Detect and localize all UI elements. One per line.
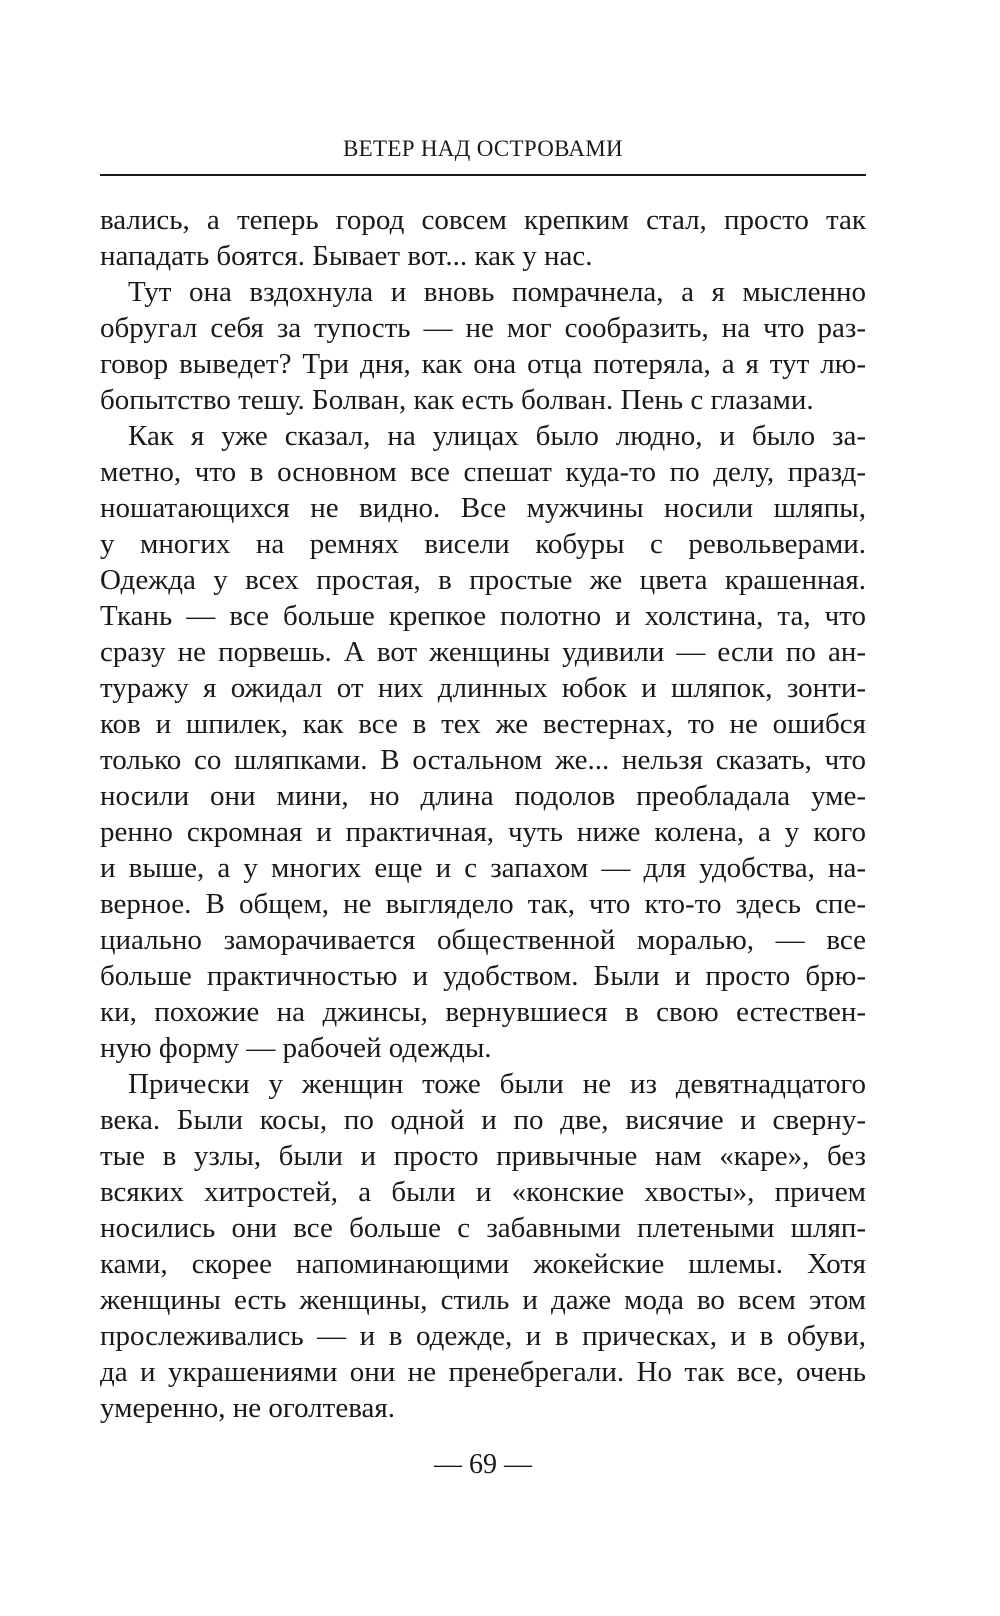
text-line: сразу не порвешь. А вот женщины удивили — если по ан- — [100, 636, 866, 668]
text-line: да и украшениями они не пренебрегали. Но так все, очень — [100, 1356, 866, 1388]
text-line: Тут она вздохнула и вновь помрачнела, а я мысленно — [128, 276, 866, 308]
text-line: Одежда у всех простая, в простые же цвета крашенная. — [100, 564, 866, 596]
text-line: ношатающихся не видно. Все мужчины носили шляпы, — [100, 492, 866, 524]
text-line: вались, а теперь город совсем крепким стал, просто так — [100, 204, 866, 236]
text-line: умеренно, не оголтевая. — [100, 1392, 395, 1424]
text-line: носились они все больше с забавными плетеными шляп- — [100, 1212, 866, 1244]
text-line: ки, похожие на джинсы, вернувшиеся в свою естествен- — [100, 996, 866, 1028]
text-line: верное. В общем, не выглядело так, что кто-то здесь спе- — [100, 888, 866, 920]
text-line: века. Были косы, по одной и по две, висячие и сверну- — [100, 1104, 866, 1136]
text-line: больше практичностью и удобством. Были и просто брю- — [100, 960, 866, 992]
text-line: ками, скорее напоминающими жокейские шлемы. Хотя — [100, 1248, 866, 1280]
text-line: ную форму — рабочей одежды. — [100, 1032, 492, 1064]
text-line: метно, что в основном все спешат куда-то по делу, празд- — [100, 456, 866, 488]
text-line: тые в узлы, были и просто привычные нам «каре», без — [100, 1140, 866, 1172]
text-line: говор выведет? Три дня, как она отца потеряла, а я тут лю- — [100, 348, 866, 380]
text-line: Прически у женщин тоже были не из девятнадцатого — [128, 1068, 866, 1100]
text-line: женщины есть женщины, стиль и даже мода во всем этом — [100, 1284, 866, 1316]
text-line: прослеживались — и в одежде, и в прическах, и в обуви, — [100, 1320, 866, 1352]
text-line: у многих на ремнях висели кобуры с револьверами. — [100, 528, 866, 560]
text-line: ренно скромная и практичная, чуть ниже колена, а у кого — [100, 816, 866, 848]
text-line: бопытство тешу. Болван, как есть болван. Пень с глазами. — [100, 384, 814, 416]
header-rule — [100, 174, 866, 176]
text-line: носили они мини, но длина подолов преобладала уме- — [100, 780, 866, 812]
text-line: туражу я ожидал от них длинных юбок и шляпок, зонти- — [100, 672, 866, 704]
text-line: циально заморачивается общественной моралью, — все — [100, 924, 866, 956]
text-line: Ткань — все больше крепкое полотно и холстина, та, что — [100, 600, 866, 632]
text-line: только со шляпками. В остальном же... нельзя сказать, что — [100, 744, 866, 776]
text-line: и выше, а у многих еще и с запахом — для удобства, на- — [100, 852, 866, 884]
text-line: всяких хитростей, а были и «конские хвосты», причем — [100, 1176, 866, 1208]
text-line: нападать боятся. Бывает вот... как у нас. — [100, 240, 593, 272]
body-text — [100, 202, 866, 1426]
text-line: обругал себя за тупость — не мог сообразить, на что раз- — [100, 312, 866, 344]
text-line: ков и шпилек, как все в тех же вестернах, то не ошибся — [100, 708, 866, 740]
text-line: Как я уже сказал, на улицах было людно, и было за- — [128, 420, 866, 452]
running-header: ВЕТЕР НАД ОСТРОВАМИ — [343, 136, 623, 161]
page-number: — 69 — — [434, 1449, 532, 1480]
